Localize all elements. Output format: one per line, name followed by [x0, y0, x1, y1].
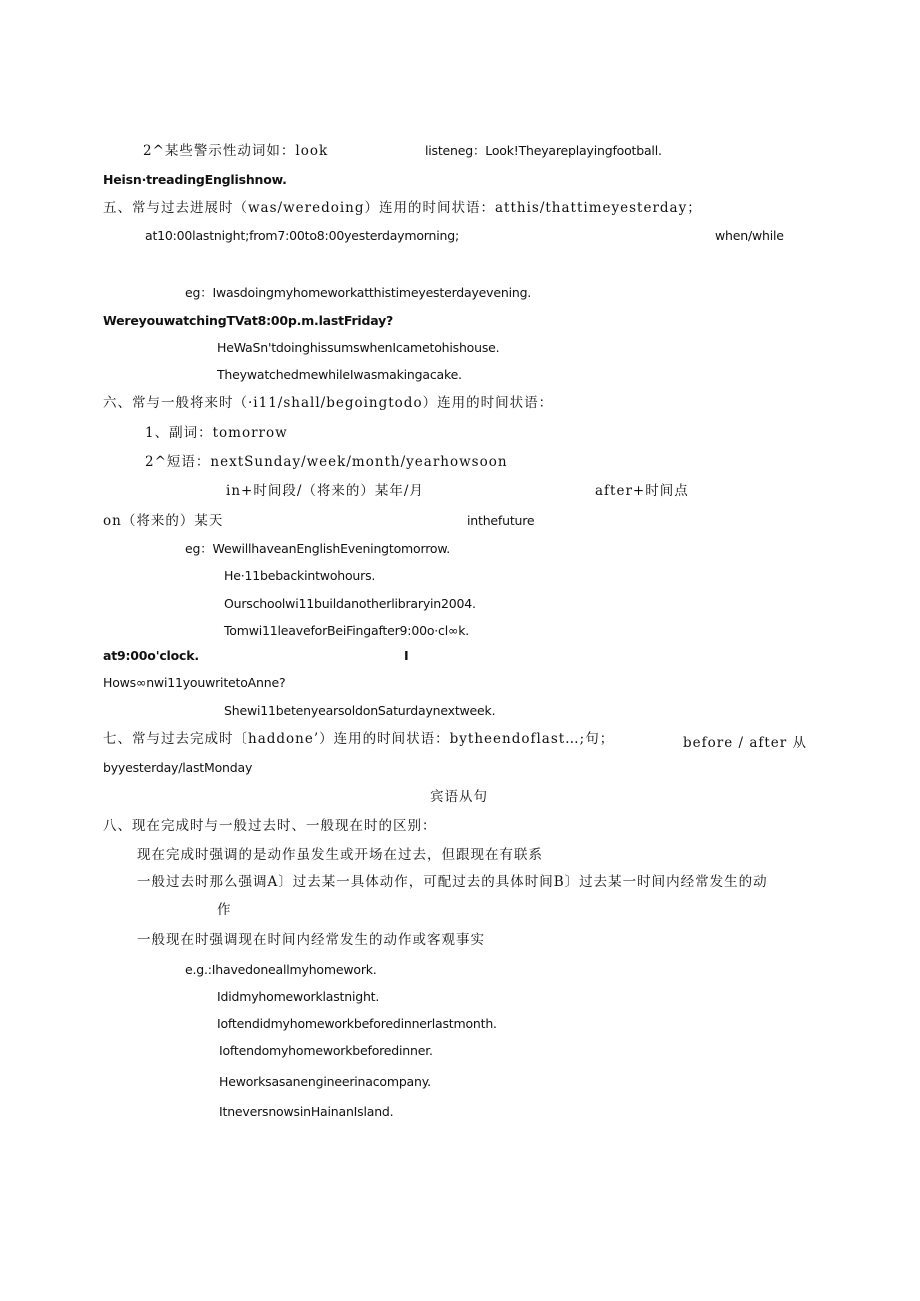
text-line-present-perfect-note: 现在完成时强调的是动作虽发生或开场在过去，但跟现在有联系	[137, 847, 543, 863]
text-line-example: WereyouwatchingTVat8:00p.m.lastFriday?	[103, 313, 394, 328]
section-heading-past-continuous: 五、常与过去进展时（was/weredoing）连用的时间状语：atthis/thattimeyesterday；	[103, 200, 702, 216]
text-line-example: eg：WewillhaveanEnglishEveningtomorrow.	[185, 541, 450, 556]
text-line-when-while: when/while	[715, 228, 784, 243]
text-line-phrases: 2^短语：nextSunday/week/month/yearhowsoon	[145, 454, 508, 470]
text-line-object-clause: 宾语从句	[430, 789, 488, 805]
text-line-example: ItneversnowsinHainanIsland.	[219, 1104, 394, 1119]
text-line-time-expressions: at10:00lastnight;from7:00to8:00yesterdaymorning;	[145, 228, 459, 243]
text-line-example: Shewi11betenyearsoldonSaturdaynextweek.	[224, 703, 496, 718]
text-line-example: Heisn·treadingEnglishnow.	[103, 172, 287, 187]
section-heading-simple-future: 六、常与一般将来时（·i11/shall/begoingtodo）连用的时间状语：	[103, 395, 554, 411]
text-line-simple-past-note-cont: 作	[217, 902, 232, 918]
text-line-simple-past-note: 一般过去时那么强调A〕过去某一具体动作，可配过去的具体时间B〕过去某一时间内经常发生的动	[137, 874, 768, 890]
text-line-verbs-look: 2^某些警示性动词如：look	[143, 143, 329, 159]
text-line-example: TheywatchedmewhileIwasmakingacake.	[217, 367, 462, 382]
text-line-after-time-point: after+时间点	[595, 483, 689, 499]
text-line-listen-example: listeneg：Look!Theyareplayingfootball.	[425, 143, 662, 158]
text-line-example: Ioftendomyhomeworkbeforedinner.	[219, 1043, 433, 1058]
text-line-example: at9:00o'clock.	[103, 648, 199, 663]
text-line-on-future-day: on（将来的）某天	[103, 513, 224, 529]
text-line-by-yesterday: byyesterday/lastMonday	[103, 760, 253, 775]
text-line-example: Tomwi11leaveforBeiFingafter9:00o·cl∞k.	[224, 623, 470, 638]
text-line-adverb: 1、副词：tomorrow	[145, 425, 288, 441]
text-line-in-time-period: in+时间段/（将来的）某年/月	[226, 483, 424, 499]
text-line-in-the-future: inthefuture	[467, 513, 535, 528]
text-line-example: Heworksasanengineerinacompany.	[219, 1074, 431, 1089]
text-line-example: Ioftendidmyhomeworkbeforedinnerlastmonth.	[217, 1016, 497, 1031]
section-heading-tense-comparison: 八、现在完成时与一般过去时、一般现在时的区别：	[103, 818, 437, 834]
text-line-example: HeWaSn'tdoinghissumswhenIcametohishouse.	[217, 340, 500, 355]
text-line-example: eg：Iwasdoingmyhomeworkatthistimeyesterdayevening.	[185, 285, 532, 300]
section-heading-past-perfect: 七、常与过去完成时〔haddone’）连用的时间状语：bytheendoflast…;句；	[103, 731, 615, 747]
text-line-simple-present-note: 一般现在时强调现在时间内经常发生的动作或客观事实	[137, 932, 485, 948]
text-line-before-after-clause: before / after 从	[683, 735, 808, 751]
text-line-example: Ourschoolwi11buildanotherlibraryin2004.	[224, 596, 476, 611]
text-line-example: Ididmyhomeworklastnight.	[217, 989, 380, 1004]
text-line-example: e.g.:Ihavedoneallmyhomework.	[185, 962, 377, 977]
text-line-example: Hows∞nwi11youwritetoAnne?	[103, 675, 286, 690]
text-line-example: He·11bebackintwohours.	[224, 568, 376, 583]
text-line-fragment: I	[404, 648, 409, 663]
